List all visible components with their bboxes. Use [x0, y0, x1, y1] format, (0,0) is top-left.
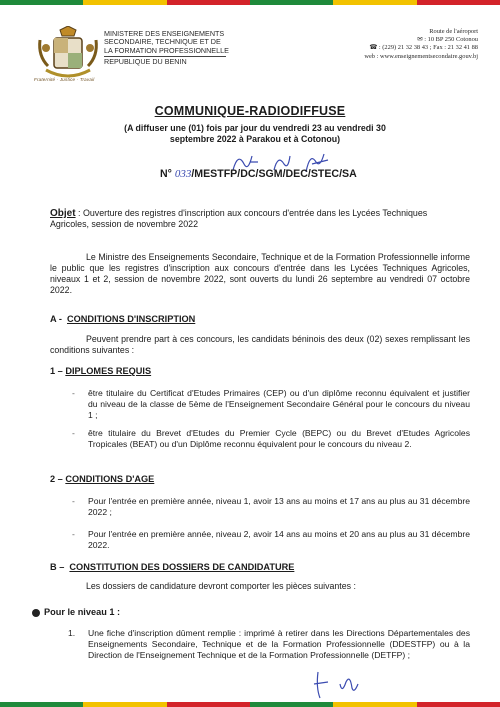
ref-prefix: N° — [160, 168, 172, 180]
section-a-heading — [50, 314, 195, 324]
flag-stripe-bottom — [0, 702, 500, 707]
motto-banner: Fraternité · Justice · Travail — [34, 77, 95, 82]
address-line: web : www.enseignementsecondaire.gouv.bj — [364, 52, 478, 60]
section-1-heading — [50, 366, 151, 376]
reference-number — [160, 168, 357, 180]
dash-bullet: - — [72, 529, 75, 539]
flag-stripe-top — [0, 0, 500, 5]
ref-handwritten-number: 033 — [174, 168, 192, 180]
section-a-title: CONDITIONS D'INSCRIPTION — [67, 314, 196, 324]
ref-suffix: /MESTFP/DC/SGM/DEC/STEC/SA — [191, 168, 357, 180]
address-block — [364, 28, 478, 61]
section-1-prefix: 1 – — [50, 366, 63, 376]
section-a-text: Peuvent prendre part à ces concours, les candidats béninois des deux (02) sexes remplissant les conditions suivantes : — [50, 334, 470, 355]
ministry-header — [104, 30, 244, 66]
section-2-heading — [50, 474, 154, 484]
age-item: Pour l'entrée en première année, niveau 1, avoir 13 ans au moins et 17 ans au plus au 31 décembre 2022 ; — [88, 496, 470, 517]
address-line: Route de l'aéroport — [429, 28, 478, 35]
address-line: ☎ : (229) 21 32 38 43 ; Fax : 21 32 41 88 — [369, 44, 478, 52]
section-b-heading — [50, 562, 294, 572]
section-b-text: Les dossiers de candidature devront comporter les pièces suivantes : — [86, 581, 356, 591]
section-2-title: CONDITIONS D'AGE — [65, 474, 155, 484]
objet-label: Objet — [50, 208, 76, 219]
item-number: 1. — [68, 628, 76, 638]
coat-of-arms-emblem — [36, 26, 100, 82]
objet-text: : Ouverture des registres d'inscription aux concours d'entrée dans les Lycées Techniques Agricoles, session de novembre 2022 — [50, 208, 428, 229]
country-name: REPUBLIQUE DU BENIN — [104, 56, 187, 66]
diploma-item: être titulaire du Certificat d'Etudes Primaires (CEP) ou d'un diplôme reconnu équivalent et justifier du niveau de la classe de 5ème de l'Enseignement Secondaire Général pour le concours du niveau 1 ; — [88, 388, 470, 420]
section-2-prefix: 2 – — [50, 474, 63, 484]
dash-bullet: - — [72, 496, 75, 506]
section-b-prefix: B – — [50, 562, 65, 572]
section-1-title: DIPLOMES REQUIS — [65, 366, 152, 376]
document-subtitle: (A diffuser une (01) fois par jour du vendredi 23 au vendredi 30 septembre 2022 à Parakou et à Cotonou) — [124, 123, 386, 144]
ministry-line: LA FORMATION PROFESSIONNELLE — [104, 45, 229, 55]
bullet-icon — [32, 609, 40, 617]
level-1-heading: Pour le niveau 1 : — [44, 607, 121, 617]
objet-paragraph — [50, 208, 458, 230]
ministry-line: SECONDAIRE, TECHNIQUE ET DE — [104, 37, 221, 47]
section-a-prefix: A - — [50, 314, 62, 324]
intro-paragraph: Le Ministre des Enseignements Secondaire, Technique et de la Formation Professionnelle informe le public que les registres d'inscription aux concours d'entrée dans les Lycées Techniques Agricoles, niveaux 1 et 2, session de novembre 2022, sont ouverts du lundi 26 septembre au vendredi 07 octobre 2022. — [50, 252, 470, 295]
diploma-item: être titulaire du Brevet d'Etudes du Premier Cycle (BEPC) ou du Brevet d'Etudes Agricoles Tropicales (BEAT) ou d'un Diplôme reconnu équivalent pour le concours du niveau 2. — [88, 428, 470, 449]
dash-bullet: - — [72, 428, 75, 438]
handwritten-signature — [306, 670, 366, 700]
document-title: COMMUNIQUE-RADIODIFFUSE — [154, 104, 346, 118]
dash-bullet: - — [72, 388, 75, 398]
ministry-line: MINISTERE DES ENSEIGNEMENTS — [104, 29, 225, 38]
address-line: ✉ : 10 BP 250 Cotonou — [417, 36, 478, 44]
section-b-title: CONSTITUTION DES DOSSIERS DE CANDIDATURE — [69, 562, 295, 572]
level-1-item: Une fiche d'inscription dûment remplie : imprimé à retirer dans les Directions Départementales des Enseignements Secondaire, Technique et de la Formation Professionnelle (DDESTFP) ou à la Direction de l'Enseignement Technique et de la Formation Professionnelle (DETFP) ; — [88, 628, 470, 660]
age-item: Pour l'entrée en première année, niveau 2, avoir 14 ans au moins et 20 ans au plus au 31 décembre 2022. — [88, 529, 470, 550]
